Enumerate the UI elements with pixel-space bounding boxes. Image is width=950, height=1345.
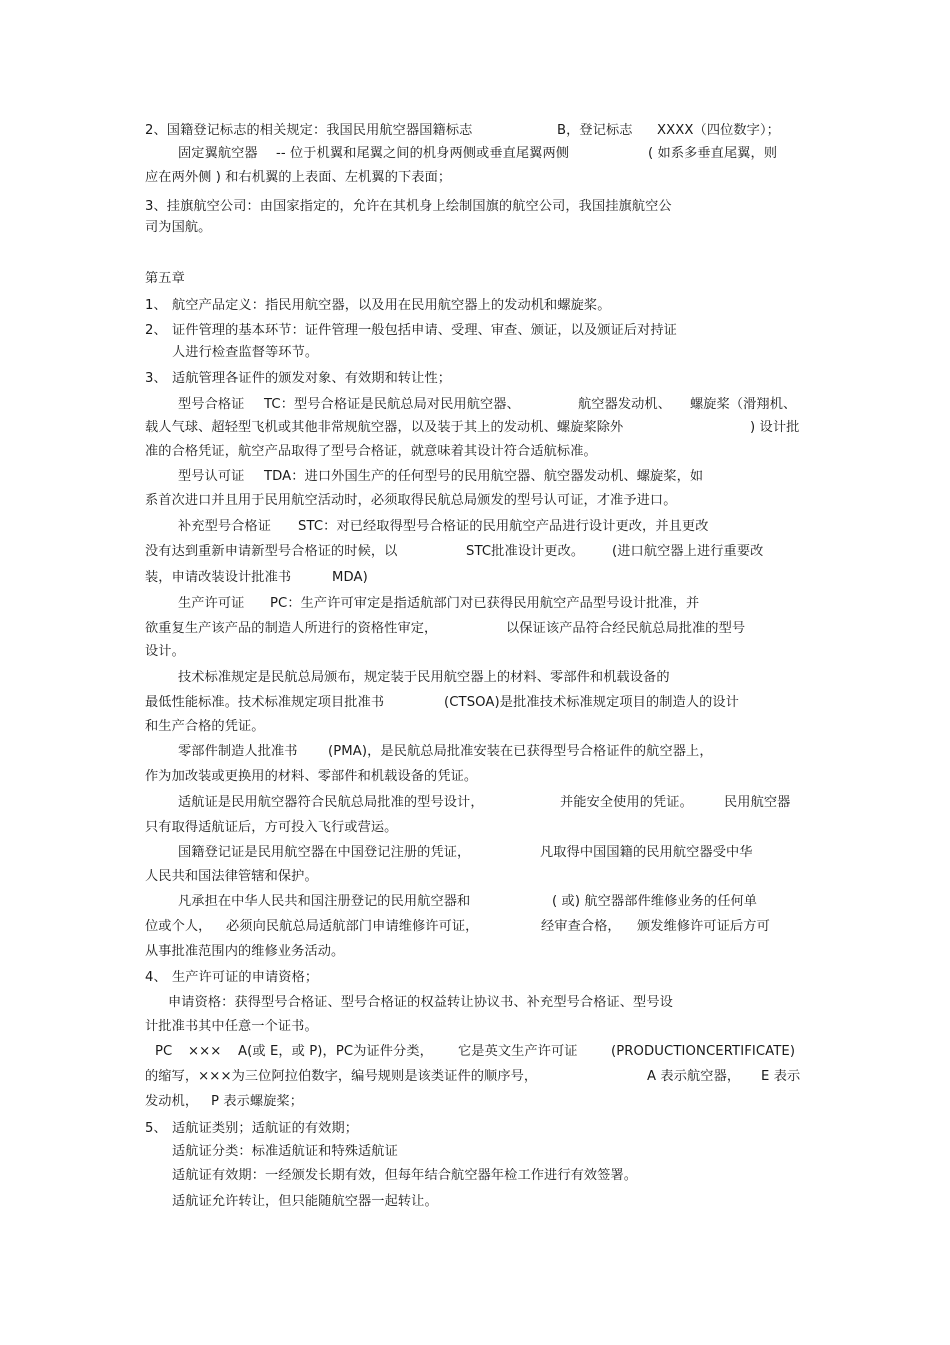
text-segment: 生产许可证的申请资格； bbox=[172, 970, 319, 985]
text-segment: 欲重复生产该产品的制造人所进行的资格性审定， bbox=[145, 621, 438, 636]
text-segment: P 表示螺旋桨； bbox=[211, 1094, 304, 1109]
text-segment: STC：对已经取得型号合格证的民用航空产品进行设计更改，并且更改 bbox=[298, 519, 709, 534]
text-line bbox=[0, 1167, 950, 1185]
text-line bbox=[0, 943, 950, 961]
text-line bbox=[0, 718, 950, 736]
text-segment: A 表示航空器， bbox=[647, 1069, 741, 1084]
text-segment: MDA) bbox=[332, 570, 368, 585]
text-segment: 设计。 bbox=[145, 644, 185, 659]
text-segment: 适航管理各证件的颁发对象、有效期和转让性； bbox=[172, 371, 452, 386]
text-segment: 适航证分类：标准适航证和特殊适航证 bbox=[172, 1144, 398, 1159]
text-segment: E 表示 bbox=[761, 1069, 801, 1084]
text-segment: 国籍登记证是民用航空器在中国登记注册的凭证， bbox=[178, 845, 471, 860]
text-segment: ( 如系多垂直尾翼，则 bbox=[648, 146, 778, 161]
text-line bbox=[0, 468, 950, 486]
text-line bbox=[0, 868, 950, 886]
text-line bbox=[0, 419, 950, 437]
text-line bbox=[0, 270, 950, 288]
text-segment: 固定翼航空器 bbox=[178, 146, 258, 161]
text-segment: ××× bbox=[188, 1044, 222, 1059]
text-segment: 它是英文生产许可证 bbox=[458, 1044, 578, 1059]
text-segment: 以保证该产品符合经民航总局批准的型号 bbox=[506, 621, 746, 636]
text-line bbox=[0, 322, 950, 340]
text-segment: 位或个人， bbox=[145, 919, 212, 934]
text-segment: 1、 bbox=[145, 298, 167, 313]
text-line bbox=[0, 344, 950, 362]
text-line bbox=[0, 1193, 950, 1211]
text-segment: 5、 bbox=[145, 1121, 167, 1136]
text-line bbox=[0, 794, 950, 812]
text-segment: 航空器发动机、 bbox=[578, 397, 672, 412]
text-segment: 人民共和国法律管辖和保护。 bbox=[145, 869, 318, 884]
text-line bbox=[0, 918, 950, 936]
text-line bbox=[0, 643, 950, 661]
text-segment: 凡承担在中华人民共和国注册登记的民用航空器和 bbox=[178, 894, 471, 909]
text-line bbox=[0, 396, 950, 414]
text-line bbox=[0, 1068, 950, 1086]
text-segment: 作为加改装或更换用的材料、零部件和机载设备的凭证。 bbox=[145, 769, 478, 784]
text-segment: (CTSOA)是批准技术标准规定项目的制造人的设计 bbox=[444, 695, 739, 710]
text-segment: 证件管理的基本环节：证件管理一般包括申请、受理、审查、颁证，以及颁证后对持证 bbox=[172, 323, 677, 338]
text-segment: 发动机， bbox=[145, 1094, 199, 1109]
text-segment: (PRODUCTION bbox=[611, 1044, 706, 1059]
text-line bbox=[0, 122, 950, 140]
text-segment: 没有达到重新申请新型号合格证的时候，以 bbox=[145, 544, 398, 559]
text-segment: -- 位于机翼和尾翼之间的机身两侧或垂直尾翼两侧 bbox=[276, 146, 570, 161]
text-line bbox=[0, 297, 950, 315]
text-segment: 2、国籍登记标志的相关规定：我国民用航空器国籍标志 bbox=[145, 123, 473, 138]
text-segment: CERTIFICATE) bbox=[706, 1044, 796, 1059]
text-segment: 系首次进口并且用于民用航空活动时，必须取得民航总局颁发的型号认可证，才准予进口。 bbox=[145, 493, 677, 508]
text-line bbox=[0, 1143, 950, 1161]
text-segment: 载人气球、超轻型飞机或其他非常规航空器，以及装于其上的发动机、螺旋桨除外 bbox=[145, 420, 624, 435]
text-line bbox=[0, 994, 950, 1012]
text-segment: ( 或) 航空器部件维修业务的任何单 bbox=[552, 894, 758, 909]
text-segment: 只有取得适航证后，方可投入飞行或营运。 bbox=[145, 820, 398, 835]
text-line bbox=[0, 694, 950, 712]
text-segment: 4、 bbox=[145, 970, 167, 985]
text-segment: 适航证是民用航空器符合民航总局批准的型号设计， bbox=[178, 795, 484, 810]
text-line bbox=[0, 819, 950, 837]
text-line bbox=[0, 595, 950, 613]
text-line bbox=[0, 145, 950, 163]
text-segment: 准的合格凭证，航空产品取得了型号合格证，就意味着其设计符合适航标准。 bbox=[145, 444, 597, 459]
text-segment: 3、 bbox=[145, 371, 167, 386]
text-segment: 适航证类别；适航证的有效期； bbox=[172, 1121, 359, 1136]
text-segment: 申请资格：获得型号合格证、型号合格证的权益转让协议书、补充型号合格证、型号设 bbox=[168, 995, 673, 1010]
text-segment: 型号认可证 bbox=[178, 469, 245, 484]
text-segment: ) 设计批 bbox=[750, 420, 800, 435]
text-line bbox=[0, 370, 950, 388]
text-segment: (PMA)，是民航总局批准安装在已获得型号合格证件的航空器上， bbox=[328, 744, 713, 759]
text-line bbox=[0, 518, 950, 536]
text-segment: 和生产合格的凭证。 bbox=[145, 719, 265, 734]
text-segment: 零部件制造人批准书 bbox=[178, 744, 298, 759]
text-segment: 并能安全使用的凭证。 bbox=[560, 795, 693, 810]
text-segment: 应在两外侧 ) 和右机翼的上表面、左机翼的下表面； bbox=[145, 170, 452, 185]
text-segment: XXXX（四位数字）； bbox=[657, 123, 780, 138]
text-line bbox=[0, 492, 950, 510]
text-segment: 必须向民航总局适航部门申请维修许可证， bbox=[226, 919, 479, 934]
text-segment: 的缩写，×××为三位阿拉伯数字，编号规则是该类证件的顺序号， bbox=[145, 1069, 538, 1084]
text-segment: PC：生产许可审定是指适航部门对已获得民用航空产品型号设计批准，并 bbox=[270, 596, 700, 611]
text-segment: 计批准书其中任意一个证书。 bbox=[145, 1019, 318, 1034]
text-line bbox=[0, 443, 950, 461]
text-segment: 补充型号合格证 bbox=[178, 519, 272, 534]
text-line bbox=[0, 569, 950, 587]
text-line bbox=[0, 543, 950, 561]
text-segment: 最低性能标准。技术标准规定项目批准书 bbox=[145, 695, 385, 710]
text-segment: 适航证允许转让，但只能随航空器一起转让。 bbox=[172, 1194, 438, 1209]
text-segment: PC bbox=[155, 1044, 173, 1059]
text-segment: 经审查合格， bbox=[541, 919, 621, 934]
text-line bbox=[0, 198, 950, 216]
text-segment: 颁发维修许可证后方可 bbox=[637, 919, 770, 934]
text-segment: B，登记标志 bbox=[557, 123, 633, 138]
text-line bbox=[0, 1093, 950, 1111]
text-segment: 装，申请改装设计批准书 bbox=[145, 570, 292, 585]
text-line bbox=[0, 768, 950, 786]
text-line bbox=[0, 844, 950, 862]
text-line bbox=[0, 1043, 950, 1061]
text-segment: (进口航空器上进行重要改 bbox=[612, 544, 764, 559]
text-segment: 3、挂旗航空公司：由国家指定的，允许在其机身上绘制国旗的航空公司，我国挂旗航空公 bbox=[145, 199, 672, 214]
text-line bbox=[0, 219, 950, 237]
text-segment: 螺旋桨（滑翔机、 bbox=[690, 397, 797, 412]
text-segment: 2、 bbox=[145, 323, 167, 338]
text-segment: 生产许可证 bbox=[178, 596, 245, 611]
text-segment: A(或 E，或 P)，PC为证件分类， bbox=[238, 1044, 433, 1059]
text-segment: 航空产品定义：指民用航空器，以及用在民用航空器上的发动机和螺旋桨。 bbox=[172, 298, 611, 313]
text-segment: 从事批准范围内的维修业务活动。 bbox=[145, 944, 345, 959]
text-line bbox=[0, 169, 950, 187]
text-line bbox=[0, 620, 950, 638]
text-segment: 适航证有效期：一经颁发长期有效，但每年结合航空器年检工作进行有效签署。 bbox=[172, 1168, 638, 1183]
text-line bbox=[0, 1018, 950, 1036]
text-line bbox=[0, 743, 950, 761]
text-segment: 人进行检查监督等环节。 bbox=[172, 345, 319, 360]
text-line bbox=[0, 669, 950, 687]
text-segment: TDA：进口外国生产的任何型号的民用航空器、航空器发动机、螺旋桨，如 bbox=[264, 469, 704, 484]
text-segment: STC批准设计更改。 bbox=[466, 544, 585, 559]
text-segment: 凡取得中国国籍的民用航空器受中华 bbox=[540, 845, 753, 860]
text-segment: 民用航空器 bbox=[724, 795, 791, 810]
text-line bbox=[0, 1120, 950, 1138]
text-segment: 司为国航。 bbox=[145, 220, 212, 235]
text-segment: 第五章 bbox=[145, 271, 185, 286]
text-segment: 技术标准规定是民航总局颁布，规定装于民用航空器上的材料、零部件和机载设备的 bbox=[178, 670, 670, 685]
text-line bbox=[0, 969, 950, 987]
text-segment: TC：型号合格证是民航总局对民用航空器、 bbox=[264, 397, 520, 412]
text-line bbox=[0, 893, 950, 911]
text-segment: 型号合格证 bbox=[178, 397, 245, 412]
